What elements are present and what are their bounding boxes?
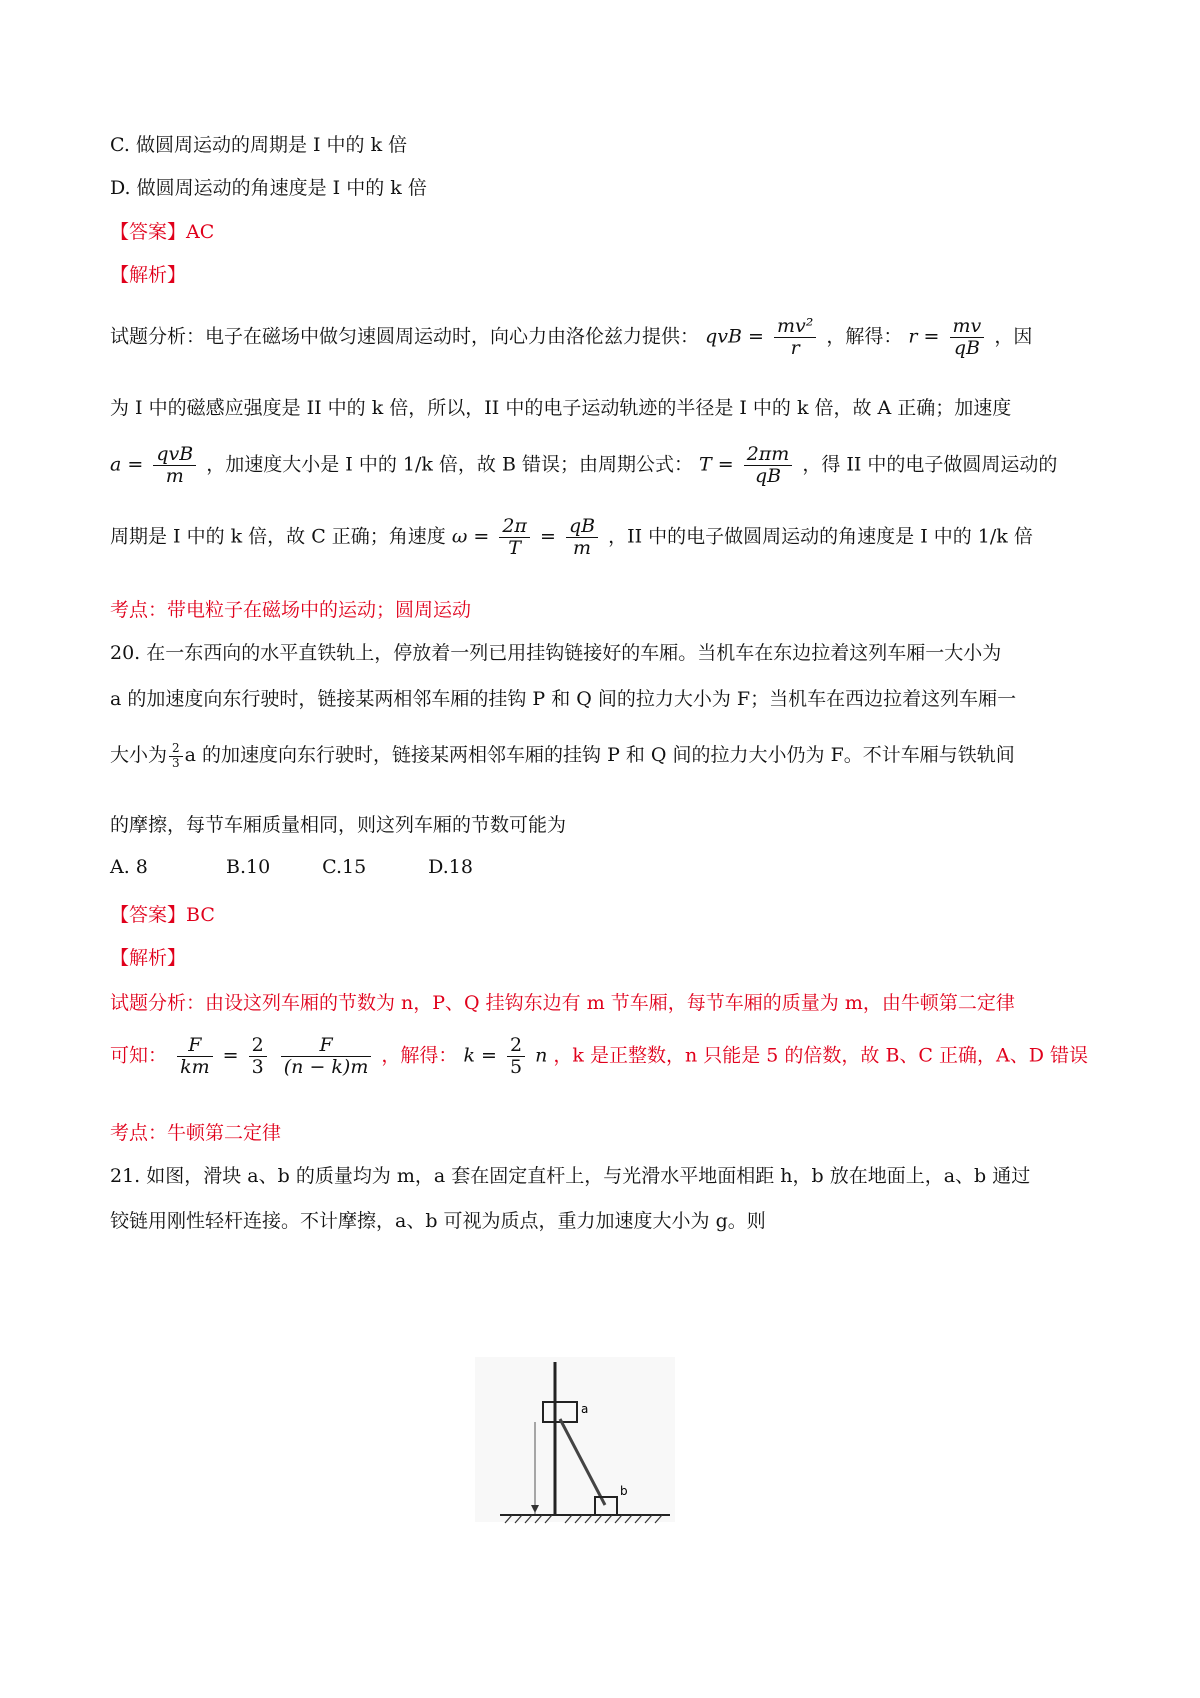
analysis-line-4 [110,516,1033,559]
denominator: m [572,536,592,559]
figure-background [475,1357,675,1522]
options-row [110,856,473,878]
analysis-text: 周期是 I 中的 k 倍，故 C 正确；角速度 [110,525,446,548]
question-stem [110,740,1015,770]
fraction [249,1035,267,1078]
analysis-text: ，II 中的电子做圆周运动的角速度是 I 中的 1/k 倍 [608,525,1033,548]
denominator: km [180,1055,210,1078]
option-d: D.18 [428,856,473,878]
denominator: T [508,536,521,559]
numerator: 2 [169,742,183,756]
denominator: 5 [509,1055,523,1078]
analysis-text: 试题分析：电子在磁场中做匀速圆周运动时，向心力由洛伦兹力提供： [110,325,700,348]
analysis-text: ，解得： [381,1044,458,1067]
numerator: 2 [507,1035,525,1057]
analysis-text: 可知： [110,1044,168,1067]
numerator: qB [566,516,598,538]
fraction [177,1035,213,1078]
question-stem: 20. 在一东西向的水平直铁轨上，停放着一列已用挂钩链接好的车厢。当机车在东边拉着这列车厢一大小为 [110,642,1002,664]
numerator: mv [950,316,985,338]
equation-lhs: a = [110,453,144,476]
question-stem: a 的加速度向东行驶时，链接某两相邻车厢的挂钩 P 和 Q 间的拉力大小为 F；当机车在西边拉着这列车厢一 [110,688,1017,710]
denominator: (n − k)m [283,1055,369,1078]
numerator: 2πm [744,444,793,466]
option-d: D. 做圆周运动的角速度是 I 中的 k 倍 [110,177,427,199]
slider-a-label: a [581,1402,589,1416]
fraction [774,316,816,359]
analysis-line-3 [110,444,1057,487]
analysis-text: ，解得： [826,325,903,348]
numerator: qvB [153,444,196,466]
option-b: B.10 [226,856,271,878]
fraction [499,516,530,559]
denominator: qB [953,336,980,359]
analysis-heading: 【解析】 [110,947,187,969]
fraction [169,742,183,769]
fraction [153,444,196,487]
equation-lhs: k = [463,1044,497,1067]
equation-lhs: r = [908,325,940,348]
option-c: C. 做圆周运动的周期是 I 中的 k 倍 [110,134,408,156]
analysis-line-1: 试题分析：由设这列车厢的节数为 n，P、Q 挂钩东边有 m 节车厢，每节车厢的质量为 m，由牛顿第二定律 [110,992,1015,1014]
numerator: 2π [499,516,530,538]
fraction [507,1035,525,1078]
option-c: C.15 [322,856,367,878]
answer-label: 【答案】BC [110,904,215,926]
equation-lhs: T = [699,453,734,476]
fraction [281,1035,372,1078]
kaodian-label: 考点：带电粒子在磁场中的运动；圆周运动 [110,599,472,621]
denominator: qB [754,464,782,487]
answer-label: 【答案】AC [110,221,215,243]
numerator: 2 [249,1035,267,1057]
analysis-line-2 [110,1035,1088,1078]
equals-sign: = [539,525,556,548]
stem-text: 大小为 [110,744,168,766]
analysis-line-2: 为 I 中的磁感应强度是 II 中的 k 倍，所以，II 中的电子运动轨迹的半径是 I 中的 k 倍，故 A 正确；加速度 [110,397,1012,419]
denominator: 3 [172,755,180,770]
question-stem: 铰链用刚性轻杆连接。不计摩擦，a、b 可视为质点，重力加速度大小为 g。则 [110,1210,766,1232]
analysis-text: ，加速度大小是 I 中的 1/k 倍，故 B 错误；由周期公式： [206,453,693,476]
sliding-blocks-figure [455,1347,715,1537]
numerator: mv² [774,316,816,338]
equation-rhs: n [535,1044,548,1067]
stem-text: a 的加速度向东行驶时，链接某两相邻车厢的挂钩 P 和 Q 间的拉力大小仍为 F。不计车厢与铁轨间 [184,744,1015,766]
denominator: r [790,336,800,359]
option-a: A. 8 [110,856,148,878]
slider-b-label: b [620,1484,628,1498]
question-stem: 的摩擦，每节车厢质量相同，则这列车厢的节数可能为 [110,814,567,836]
denominator: m [165,464,184,487]
equals-sign: = [222,1044,239,1067]
denominator: 3 [251,1055,264,1078]
analysis-text: ，k 是正整数，n 只能是 5 的倍数，故 B、C 正确，A、D 错误 [553,1044,1088,1067]
analysis-line-1 [110,316,1032,359]
equation-lhs: qvB = [705,325,764,348]
analysis-text: ，得 II 中的电子做圆周运动的 [802,453,1058,476]
fraction [744,444,793,487]
numerator: F [281,1035,372,1057]
numerator: F [177,1035,213,1057]
fraction [566,516,598,559]
question-stem: 21. 如图，滑块 a、b 的质量均为 m，a 套在固定直杆上，与光滑水平地面相距 h，b 放在地面上，a、b 通过 [110,1165,1031,1187]
equation-lhs: ω = [451,525,490,548]
kaodian-label: 考点：牛顿第二定律 [110,1122,282,1144]
fraction [950,316,985,359]
analysis-text: ，因 [994,325,1033,348]
analysis-heading: 【解析】 [110,264,187,286]
